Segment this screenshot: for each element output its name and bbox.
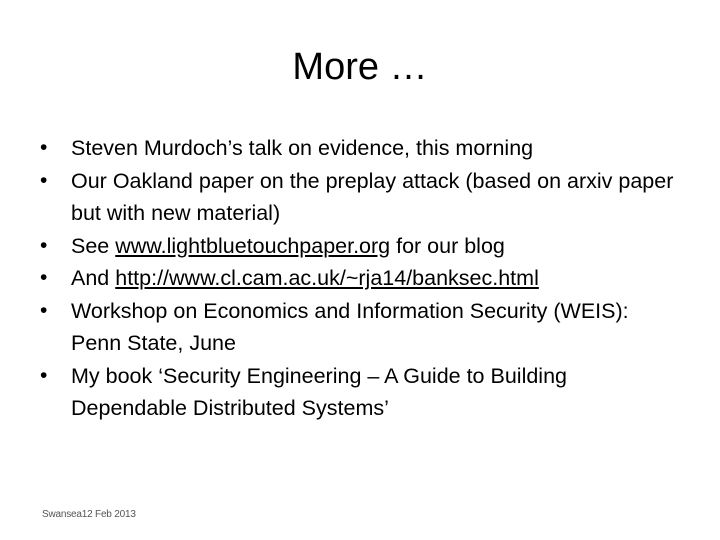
bullet-list (40, 132, 680, 425)
bullet-prefix: And (71, 266, 116, 290)
bullet-text (71, 234, 505, 258)
bullet-marker: • (40, 136, 48, 159)
bullet-prefix: See (71, 233, 116, 258)
blog-link[interactable]: www.lightbluetouchpaper.org (115, 233, 391, 258)
bullet-item (40, 295, 680, 360)
bullet-text: My book ‘Security Engineering – A Guide to Building Dependable Distributed Systems’ (71, 363, 567, 420)
bullet-item (40, 165, 680, 230)
bullet-text: Steven Murdoch’s talk on evidence, this morning (71, 136, 534, 160)
bullet-text: Workshop on Economics and Information Security (WEIS): Penn State, June (71, 298, 629, 355)
bullet-item (40, 360, 680, 425)
bullet-marker: • (40, 266, 48, 289)
bullet-text: Our Oakland paper on the preplay attack (based on arxiv paper but with new material) (71, 168, 674, 225)
banksec-link[interactable]: http://www.cl.cam.ac.uk/~rja14/banksec.html (115, 266, 539, 290)
bullet-item (40, 230, 680, 263)
bullet-marker: • (40, 168, 48, 192)
bullet-item (40, 262, 680, 295)
bullet-marker: • (40, 363, 48, 387)
bullet-marker: • (40, 298, 48, 322)
slide-footer: Swansea12 Feb 2013 (42, 509, 136, 520)
bullet-marker: • (40, 233, 48, 257)
slide-title: More … (292, 46, 428, 88)
bullet-item (40, 132, 680, 165)
bullet-suffix: for our blog (390, 233, 505, 258)
bullet-text (71, 266, 539, 290)
